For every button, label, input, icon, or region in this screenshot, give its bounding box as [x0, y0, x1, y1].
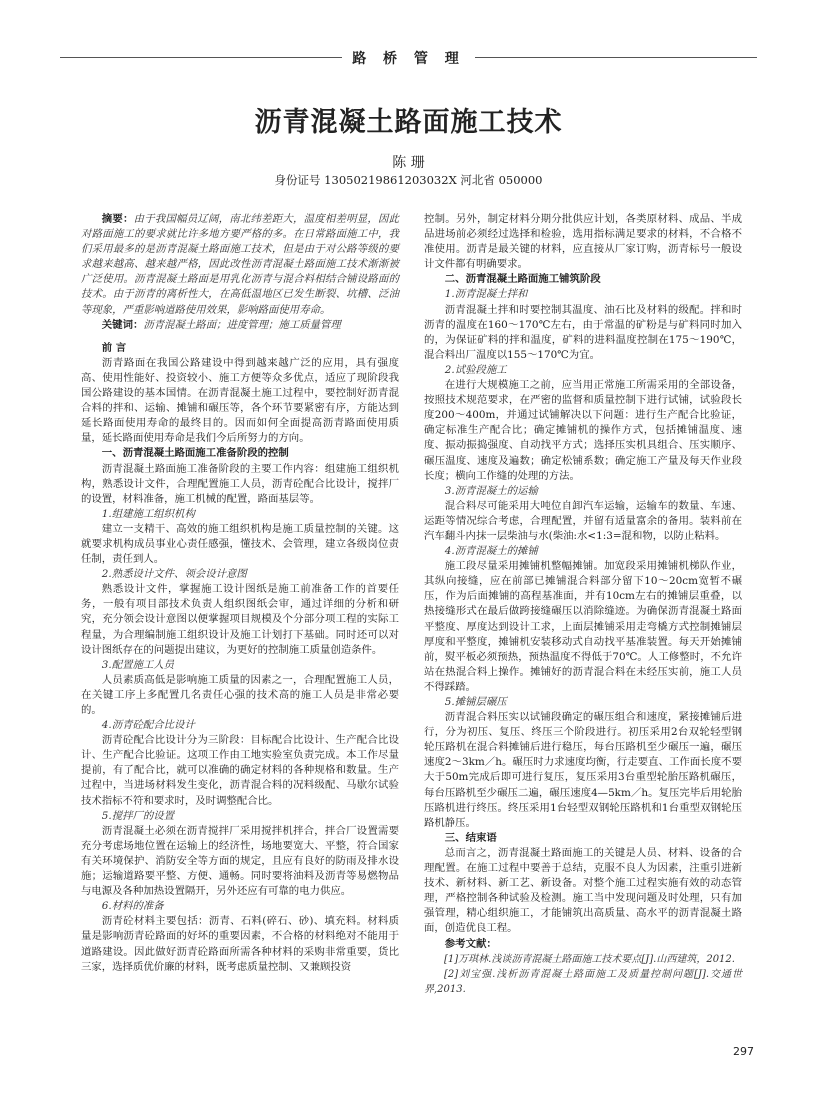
subsection-2-5-text: 沥青混合料压实以试铺段确定的碾压组合和速度，紧接摊铺后进行，分为初压、复压、终压三个阶段进行。初压采用2台双轮轻型钢轮压路机在混合料摊铺后进行稳压，每台压路机至少碾压一遍，碾压速度2～3km／h。碾压时力求速度均衡，行走要直、工作面长度不要大于50m完成后即可进行复压，复压采用3台重型轮胎压路机碾压，每台压路机至少碾压二遍，碾压速度4—5km／h。复压完毕后用轮胎压路机进行终压。终压采用1台轻型双钢轮压路机和1台重型双钢轮压路机静压。	[424, 711, 742, 829]
subsection-2-1-text: 沥青混凝土拌和时要控制其温度、油石比及材料的级配。拌和时沥青的温度在160～170℃左右，由于常温的矿粉是与矿料同时加入的，为保证矿料的拌和温度，矿料的进料温度控制在175～190℃，混合料出厂温度以155～170℃为宜。	[424, 303, 742, 361]
subsection-1-1-text: 建立一支精干、高效的施工组织机构是施工质量控制的关键。这就要求机构成员事业心责任感强，懂技术、会管理，建立各级岗位责任制，责任到人。	[81, 522, 399, 566]
subsection-1-2-text: 熟悉设计文件，掌握施工设计图纸是施工前准备工作的首要任务，一般有项目部技术负责人组织图纸会审，通过详细的分析和研究，充分领会设计意图以便掌握项目规模及个分部分项工程的实际工程量，为合理编制施工组织设计及施工计划打下基础。同时还可以对设计图纸存在的问题提出建议，为更好的控制施工质量创造条件。	[81, 583, 399, 656]
section-1-heading: 一、沥青混凝土路面施工准备阶段的控制	[101, 447, 289, 460]
keywords-label: 关键词：	[101, 318, 144, 331]
author-affiliation: 身份证号 13050219861203032X 河北省 050000	[274, 173, 543, 187]
section-1-intro: 沥青混凝土路面施工准备阶段的主要工作内容：组建施工组织机构，熟悉设计文件，合理配置施工人员，沥青砼配合比设计，搅拌厂的设置，材料准备，施工机械的配置，路面基层等。	[81, 462, 399, 505]
subsection-1-4-title: 4.沥青砼配合比设计	[101, 719, 195, 732]
subsection-1-6-text: 沥青砼材料主要包括：沥青、石料(碎石、砂)、填充料。材料质量是影响沥青砼路面的好坏的重要因素，不合格的材料绝对不能用于道路建设。因此做好沥青砼路面所需各种材料的采购非常重要，货比三家，选择质优价廉的材料，既考虑质量控制、又兼顾投资	[81, 915, 399, 973]
subsection-2-3-title: 3.沥青混凝土的运输	[444, 484, 538, 497]
right-column	[424, 212, 742, 997]
subsection-1-6-title: 6.材料的准备	[101, 900, 164, 913]
subsection-2-2-title: 2.试验段施工	[444, 363, 507, 376]
subsection-1-5-title: 5.搅拌厂的设置	[101, 809, 175, 822]
subsection-2-3-text: 混合料尽可能采用大吨位自卸汽车运输，运输车的数量、车速、运距等情况综合考虑，合理配置，并留有适量富余的备用。装料前在汽车翻斗内抹一层柴油与水(柴油:水<1:3=混和物，以防止粘料。	[424, 499, 742, 542]
subsection-1-4-text: 沥青砼配合比设计分为三阶段：目标配合比设计、生产配合比设计、生产配合比验证。这项工作由工地实验室负责完成。本工作尽量提前，有了配合比，就可以准确的确定材料的各种规格和数量。生产过程中，当进场材料发生变化，沥青混合料的况料级配、马歇尔试验技术指标不符和要求时，及时调整配合比。	[81, 734, 399, 807]
author-name: 陈 珊	[392, 155, 425, 171]
page-number: 297	[733, 1045, 754, 1058]
abstract-label: 摘要：	[101, 213, 134, 225]
keywords-text: 沥青混凝土路面；进度管理；施工质量管理	[143, 318, 341, 331]
subsection-1-5-text: 沥青混凝土必须在沥青搅拌厂采用搅拌机拌合，拌合厂设置需要充分考虑场地位置在运输上的经济性，场地要宽大、平整，符合国家有关环境保护、消防安全等方面的规定，且应有良好的防雨及排水设施；运输道路要平整、方便、通畅。同时要将油料及沥青等易燃物品与电源及各种加热设置隔开，另外还应有可靠的电力供应。	[81, 824, 399, 898]
reference-2: [2]刘宝强.浅析沥青混凝土路面施工及质量控制问题[J].交通世界,2013.	[424, 968, 742, 995]
subsection-2-4-text: 施工段尽量采用摊铺机整幅摊铺。加宽段采用摊铺机梯队作业，其纵向接缝，应在前部已摊铺混合料部分留下10～20cm宽暂不碾压，作为后面摊铺的高程基准面，并有10cm左右的摊铺层重叠，以热接缝形式在最后做跨接缝碾压以消除缝迹。为确保沥青混凝土路面平整度、厚度达到设计工求，上面层摊铺采用走弯橇方式控制摊铺层厚度和平整度，摊铺机安装移动式自动找平基准装置。每天开始摊铺前，熨平板必须预热，预热温度不得低于70℃。人工修整时，不允许站在热混合料上操作。摊铺好的沥青混合料在未经压实前，施工人员不得踩踏。	[424, 560, 742, 693]
subsection-2-1-title: 1.沥青混凝土拌和	[444, 288, 528, 301]
abstract-text: 由于我国幅员辽阔，南北纬差距大，温度相差明显，因此对路面施工的要求就比许多地方要严格的多。在日常路面施工中，我们采用最多的是沥青混凝土路面施工技术，但是由于对公路等级的要求越来越高、越来越严格，因此改性沥青混凝土路面施工技术渐渐被广泛使用。沥青混凝土路面是用乳化沥青与混合料相结合铺设路面的技术。由于沥青的离析性大，在高低温地区已发生断裂、坑槽、泛油等现象，严重影响道路使用效果，影响路面使用寿命。	[81, 213, 400, 316]
article-title: 沥青混凝土路面施工技术	[254, 107, 563, 138]
subsection-2-4-title: 4.沥青混凝土的摊铺	[444, 545, 538, 558]
section-3-heading: 三、结束语	[444, 831, 497, 844]
subsection-2-5-title: 5.摊铺层碾压	[444, 696, 507, 708]
references-heading: 参考文献：	[444, 937, 497, 950]
subsection-1-3-title: 3.配置施工人员	[101, 658, 175, 671]
subsection-1-1-title: 1.组建施工组织机构	[101, 507, 195, 520]
section-label: 路 桥 管 理	[0, 48, 817, 68]
abstract	[81, 212, 399, 318]
section-2-heading: 二、沥青混凝土路面施工铺筑阶段	[444, 273, 601, 286]
left-column	[81, 212, 399, 975]
section-3-text: 总而言之，沥青混凝土路面施工的关键是人员、材料、设备的合理配置。在施工过程中要善于总结，克服不良人为因素，注重引进新技术、新材料、新工艺、新设备。对整个施工过程实施有效的动态管理，严格控制各种试验及检测。施工当中发现问题及时处理，只有加强管理，精心组织施工，才能铺筑出高质量、高水平的沥青混凝土路面，创造优良工程。	[424, 846, 742, 935]
keywords	[81, 318, 399, 333]
subsection-1-6-continued: 控制。另外，制定材料分期分批供应计划，各类原材料、成品、半成品进场前必须经过选择和检验，选用指标满足要求的材料，不合格不准使用。沥青是最关键的材料，应直接从厂家订购，沥青标号一般设计文件都有明确要求。	[424, 213, 742, 271]
subsection-1-2-title: 2.熟悉设计文件、领会设计意图	[101, 568, 247, 581]
preface-paragraph: 沥青路面在我国公路建设中得到越来越广泛的应用，具有强度高、使用性能好、投资较小、施工方便等众多优点，适应了现阶段我国公路建设的基本国情。在沥青混凝土施工过程中，要控制好沥青混合料的拌和、运输、摊铺和碾压等，各个环节要紧密有序，方能达到延长路面使用寿命的最终目的。因而如何全面提高沥青路面使用质量，延长路面使用寿命是我们今后所努力的方向。	[81, 356, 399, 445]
subsection-2-2-text: 在进行大规模施工之前，应当用正常施工所需采用的全部设备，按照技术规范要求，在严密的监督和质量控制下进行试铺，试验段长度200～400m，并通过试铺解决以下问题：进行生产配合比验证，确定标准生产配合比；确定摊铺机的操作方式，包括摊铺温度、速度、振动振捣强度、自动找平方式；选择压实机具组合、压实顺序、碾压温度、速度及遍数；确定松铺系数；确定施工产量及每天作业段长度；横向工作缝的处理的方法。	[424, 379, 742, 482]
preface-heading: 前 言	[101, 341, 127, 354]
subsection-1-3-text: 人员素质高低是影响施工质量的因素之一，合理配置施工人员，在关键工序上多配置几名责任心强的技术高的施工人员是非常必要的。	[81, 673, 399, 716]
reference-1: [1]万琪林.浅谈沥青混凝土路面施工技术要点[J].山西建筑，2012.	[444, 953, 735, 965]
